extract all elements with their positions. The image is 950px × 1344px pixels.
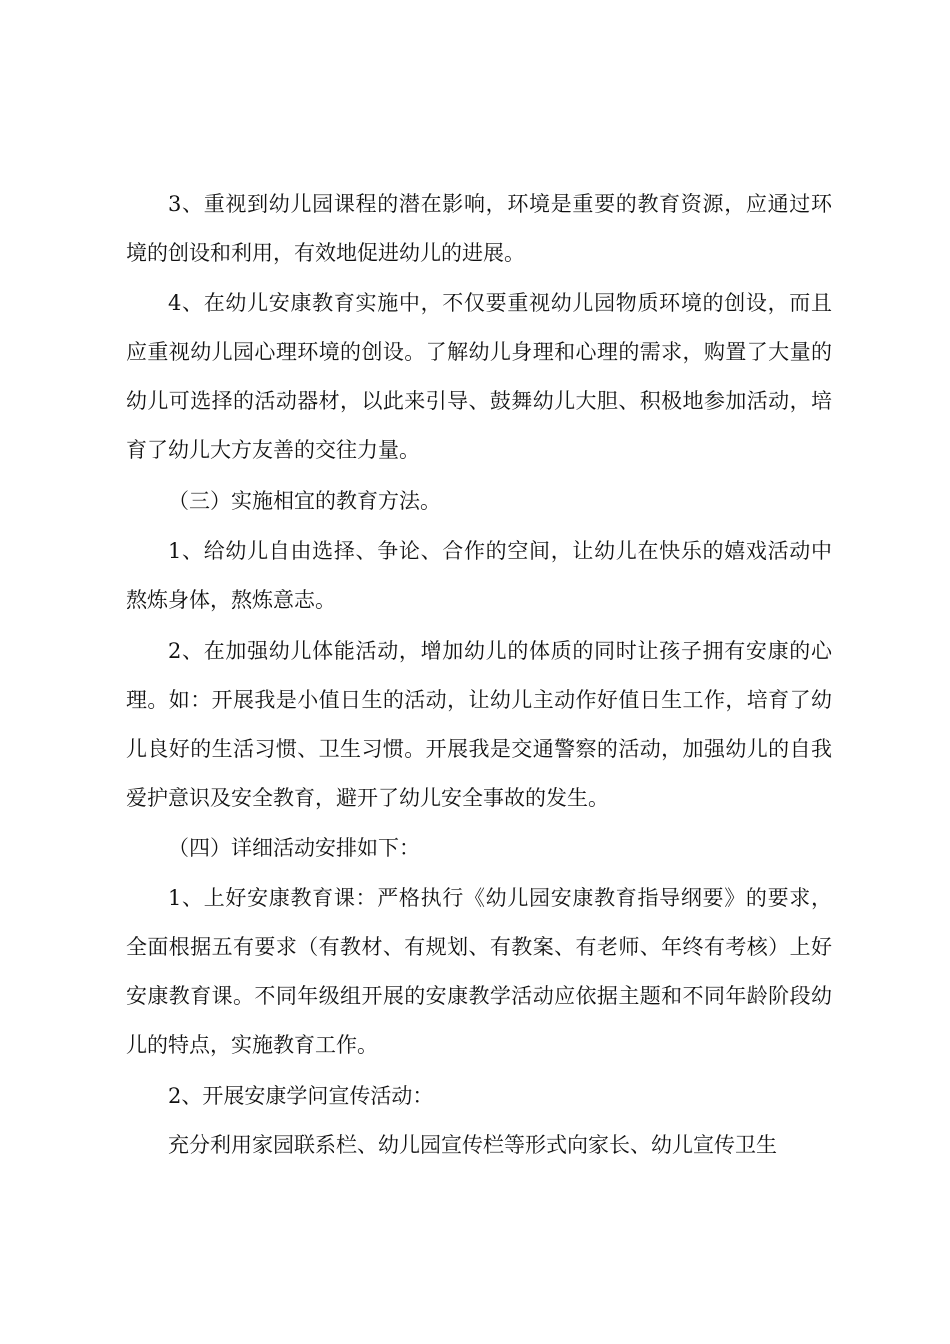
paragraph-item-1-a: 1、给幼儿自由选择、争论、合作的空间，让幼儿在快乐的嬉戏活动中熬炼身体，熬炼意志。 xyxy=(126,539,832,612)
paragraph-continuation: 充分利用家园联系栏、幼儿园宣传栏等形式向家长、幼儿宣传卫生 xyxy=(168,1133,777,1157)
paragraph-item-3: 3、重视到幼儿园课程的潜在影响，环境是重要的教育资源，应通过环境的创设和利用，有效地促进幼儿的进展。 xyxy=(126,192,832,265)
paragraph-item-4: 4、在幼儿安康教育实施中，不仅要重视幼儿园物质环境的创设，而且应重视幼儿园心理环境的创设。了解幼儿身理和心理的需求，购置了大量的幼儿可选择的活动器材，以此来引导、鼓舞幼儿大胆、积极地参加活动，培育了幼儿大方友善的交往力量。 xyxy=(126,291,832,462)
section-heading-3: （三）实施相宜的教育方法。 xyxy=(168,489,441,513)
paragraph-item-2-b: 2、开展安康学问宣传活动： xyxy=(168,1084,434,1108)
paragraph-item-2-a: 2、在加强幼儿体能活动，增加幼儿的体质的同时让孩子拥有安康的心理。如：开展我是小值日生的活动，让幼儿主动作好值日生工作，培育了幼儿良好的生活习惯、卫生习惯。开展我是交通警察的活动，加强幼儿的自我爱护意识及安全教育，避开了幼儿安全事故的发生。 xyxy=(126,639,832,810)
paragraph-item-1-b: 1、上好安康教育课：严格执行《幼儿园安康教育指导纲要》的要求，全面根据五有要求（有教材、有规划、有教案、有老师、年终有考核）上好安康教育课。不同年级组开展的安康教学活动应依据主题和不同年龄阶段幼儿的特点，实施教育工作。 xyxy=(126,886,832,1057)
section-heading-4: （四）详细活动安排如下： xyxy=(168,836,420,860)
